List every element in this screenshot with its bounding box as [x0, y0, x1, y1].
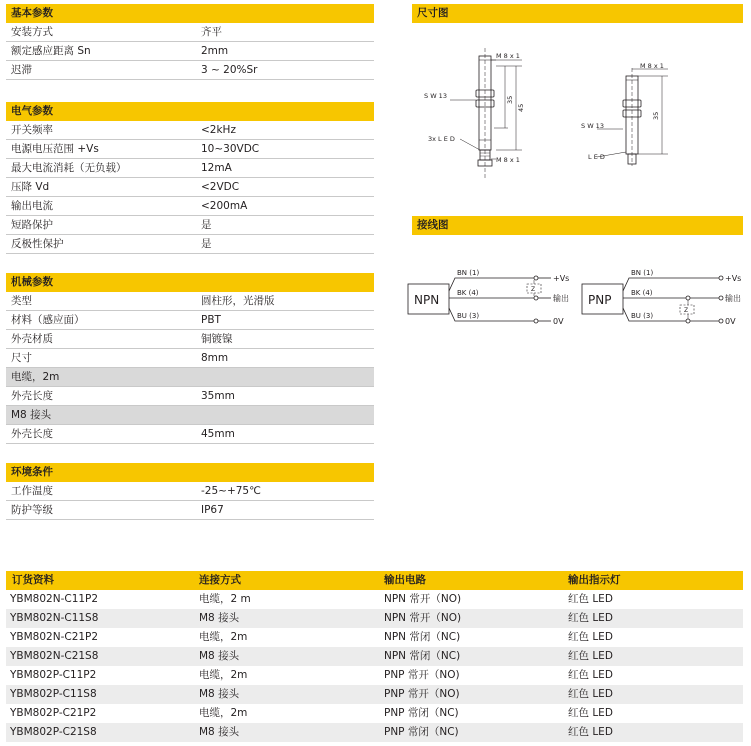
- param-value: 35mm: [201, 390, 235, 402]
- param-value: 3 ~ 20%Sr: [201, 64, 258, 76]
- param-row: [6, 501, 374, 520]
- param-label: 最大电流消耗（无负载）: [11, 162, 127, 174]
- param-label: 电源电压范围 +Vs: [11, 143, 99, 155]
- order-code-cell: YBM802P-C21S8: [10, 726, 97, 738]
- param-value: 12mA: [201, 162, 232, 174]
- param-label: 外壳材质: [11, 333, 53, 345]
- dimension-header: 尺寸图: [412, 4, 743, 23]
- param-value: PBT: [201, 314, 221, 326]
- param-row: [6, 311, 374, 330]
- param-value: 2mm: [201, 45, 229, 57]
- order-table-header: [6, 571, 743, 590]
- svg-text:L E D: L E D: [588, 153, 605, 161]
- svg-text:输出: 输出: [725, 294, 741, 303]
- order-code-cell: YBM802P-C11P2: [10, 669, 97, 681]
- connection-cell: 电缆，2 m: [199, 593, 251, 605]
- connection-cell: 电缆，2m: [199, 669, 248, 681]
- param-value: 是: [201, 238, 212, 250]
- param-row: [6, 61, 374, 80]
- output-circuit-cell: PNP 常闭（NC): [384, 707, 459, 719]
- table-row: [6, 685, 743, 704]
- electrical-params-header: 电气参数: [6, 102, 374, 121]
- table-row: [6, 723, 743, 742]
- output-circuit-cell: NPN 常闭（NC): [384, 650, 461, 662]
- connection-cell: M8 接头: [199, 612, 240, 624]
- svg-text:3x L E D: 3x L E D: [428, 135, 455, 143]
- output-led-cell: 红色 LED: [568, 612, 613, 624]
- col-output-led: 输出指示灯: [568, 574, 621, 586]
- param-label: 尺寸: [11, 352, 32, 364]
- param-row: [6, 216, 374, 235]
- param-value: 10~30VDC: [201, 143, 260, 155]
- param-row: [6, 178, 374, 197]
- param-label: 输出电流: [11, 200, 53, 212]
- svg-text:0V: 0V: [725, 317, 736, 326]
- param-row: [6, 159, 374, 178]
- param-label: 压降 Vd: [11, 181, 50, 193]
- table-row: [6, 609, 743, 628]
- svg-text:35: 35: [506, 95, 514, 104]
- param-label: 类型: [11, 295, 32, 307]
- param-label: 外壳长度: [11, 390, 53, 402]
- output-led-cell: 红色 LED: [568, 688, 613, 700]
- dimension-drawing: [412, 28, 743, 188]
- output-led-cell: 红色 LED: [568, 650, 613, 662]
- output-circuit-cell: NPN 常闭（NC): [384, 631, 461, 643]
- svg-text:BN (1): BN (1): [631, 269, 654, 277]
- output-led-cell: 红色 LED: [568, 593, 613, 605]
- param-row: [6, 197, 374, 216]
- output-circuit-cell: NPN 常开（NO): [384, 612, 462, 624]
- col-order-code: 订货资料: [12, 574, 54, 586]
- param-value: 圆柱形，光滑版: [201, 295, 275, 307]
- param-row: [6, 387, 374, 406]
- order-code-cell: YBM802P-C11S8: [10, 688, 97, 700]
- svg-text:BK (4): BK (4): [457, 289, 479, 297]
- order-code-cell: YBM802N-C21P2: [10, 631, 99, 643]
- param-value: IP67: [201, 504, 224, 516]
- param-label: 安装方式: [11, 26, 53, 38]
- output-led-cell: 红色 LED: [568, 669, 613, 681]
- param-label: 材料（感应面）: [11, 314, 85, 326]
- output-led-cell: 红色 LED: [568, 726, 613, 738]
- table-row: [6, 590, 743, 609]
- param-label: M8 接头: [11, 409, 52, 421]
- param-label: 开关频率: [11, 124, 53, 136]
- param-value: -25~+75℃: [201, 485, 261, 497]
- param-row: [6, 482, 374, 501]
- svg-text:BU (3): BU (3): [631, 312, 654, 320]
- param-label: 反极性保护: [11, 238, 64, 250]
- svg-text:BN (1): BN (1): [457, 269, 480, 277]
- param-row: [6, 330, 374, 349]
- table-row: [6, 704, 743, 723]
- param-label: 迟滞: [11, 64, 32, 76]
- connection-cell: 电缆，2m: [199, 707, 248, 719]
- connection-cell: M8 接头: [199, 688, 240, 700]
- param-value: 45mm: [201, 428, 235, 440]
- svg-text:M 8 x 1: M 8 x 1: [640, 62, 664, 70]
- table-row: [6, 628, 743, 647]
- order-code-cell: YBM802N-C21S8: [10, 650, 99, 662]
- output-circuit-cell: PNP 常开（NO): [384, 688, 460, 700]
- param-row: [6, 406, 374, 425]
- param-row: [6, 368, 374, 387]
- wiring-diagram: [405, 258, 750, 338]
- param-row: [6, 235, 374, 254]
- param-label: 电缆，2m: [11, 371, 60, 383]
- order-code-cell: YBM802P-C21P2: [10, 707, 97, 719]
- col-output-circuit: 输出电路: [384, 574, 426, 586]
- svg-text:PNP: PNP: [588, 293, 612, 307]
- svg-text:Z: Z: [684, 307, 689, 314]
- param-row: [6, 140, 374, 159]
- param-row: [6, 425, 374, 444]
- col-connection: 连接方式: [199, 574, 241, 586]
- wiring-header: 接线图: [412, 216, 743, 235]
- table-row: [6, 647, 743, 666]
- output-circuit-cell: PNP 常闭（NC): [384, 726, 459, 738]
- param-value: <2kHz: [201, 124, 236, 136]
- param-label: 短路保护: [11, 219, 53, 231]
- param-value: 8mm: [201, 352, 229, 364]
- output-circuit-cell: PNP 常开（NO): [384, 669, 460, 681]
- param-row: [6, 121, 374, 140]
- svg-text:S W 13: S W 13: [581, 122, 604, 130]
- param-value: 铜镀镍: [201, 333, 233, 345]
- param-row: [6, 23, 374, 42]
- connection-cell: M8 接头: [199, 650, 240, 662]
- mechanical-params-header: 机械参数: [6, 273, 374, 292]
- svg-text:M 8 x 1: M 8 x 1: [496, 52, 520, 60]
- environment-header: 环境条件: [6, 463, 374, 482]
- param-row: [6, 349, 374, 368]
- svg-text:Z: Z: [531, 286, 536, 293]
- svg-text:NPN: NPN: [414, 293, 440, 307]
- svg-text:0V: 0V: [553, 317, 564, 326]
- table-row: [6, 666, 743, 685]
- svg-text:S W 13: S W 13: [424, 92, 447, 100]
- output-led-cell: 红色 LED: [568, 707, 613, 719]
- svg-text:输出: 输出: [553, 294, 569, 303]
- param-label: 外壳长度: [11, 428, 53, 440]
- output-led-cell: 红色 LED: [568, 631, 613, 643]
- svg-text:45: 45: [517, 103, 525, 112]
- svg-text:BU (3): BU (3): [457, 312, 480, 320]
- param-label: 工作温度: [11, 485, 53, 497]
- param-label: 防护等级: [11, 504, 53, 516]
- param-value: 是: [201, 219, 212, 231]
- param-value: 齐平: [201, 26, 222, 38]
- order-code-cell: YBM802N-C11P2: [10, 593, 99, 605]
- connection-cell: M8 接头: [199, 726, 240, 738]
- svg-text:+Vs: +Vs: [725, 274, 742, 283]
- connection-cell: 电缆，2m: [199, 631, 248, 643]
- svg-text:M 8 x 1: M 8 x 1: [496, 156, 520, 164]
- param-value: <2VDC: [201, 181, 240, 193]
- param-value: <200mA: [201, 200, 248, 212]
- param-row: [6, 42, 374, 61]
- order-table: [6, 571, 743, 742]
- order-code-cell: YBM802N-C11S8: [10, 612, 99, 624]
- output-circuit-cell: NPN 常开（NO): [384, 593, 462, 605]
- param-label: 额定感应距离 Sn: [11, 45, 91, 57]
- param-row: [6, 292, 374, 311]
- svg-text:+Vs: +Vs: [553, 274, 570, 283]
- svg-text:BK (4): BK (4): [631, 289, 653, 297]
- svg-text:35: 35: [652, 111, 660, 120]
- basic-params-header: 基本参数: [6, 4, 374, 23]
